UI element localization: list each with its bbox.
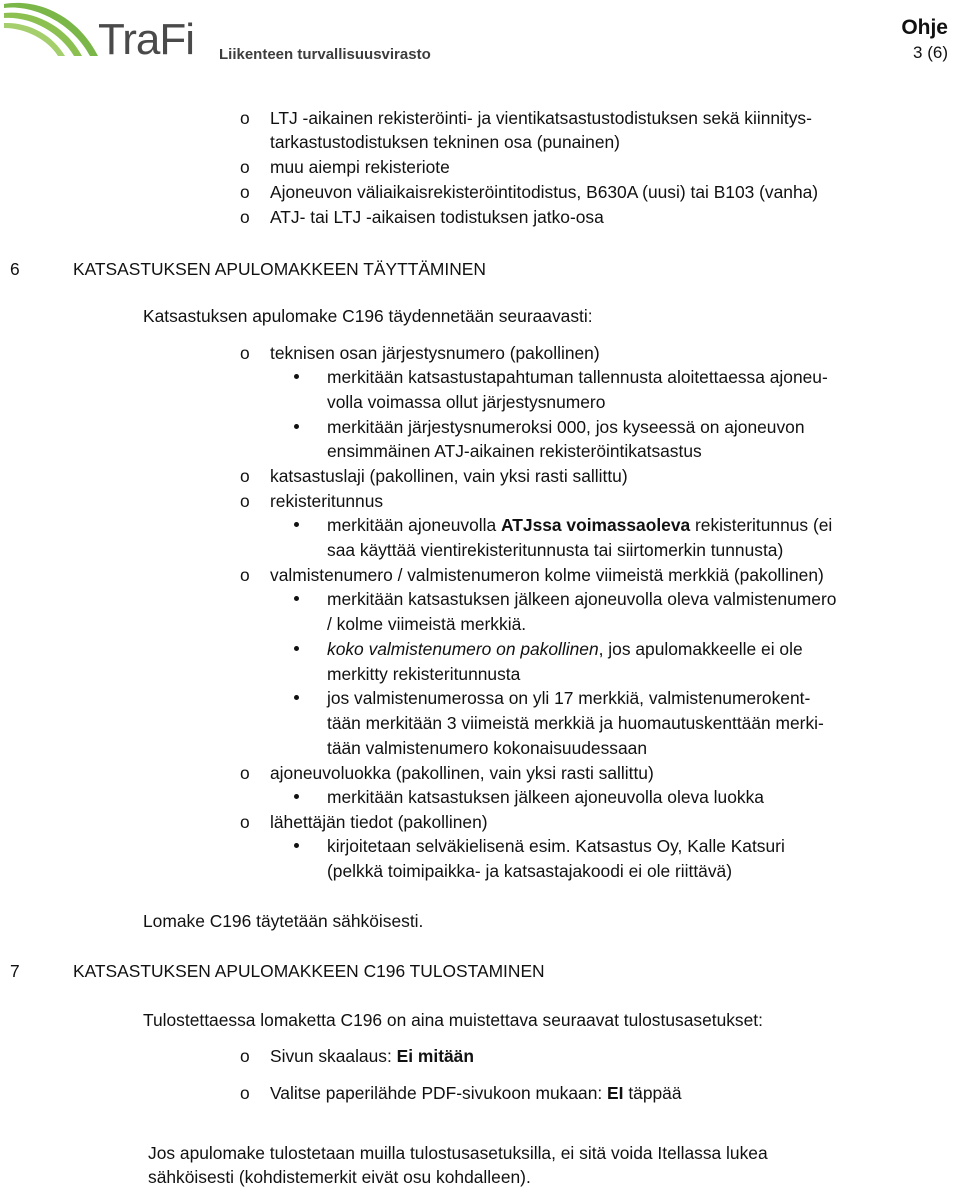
list-item: muu aiempi rekisteriote <box>270 157 450 177</box>
list-marker: o <box>240 812 250 832</box>
list-item: lähettäjän tiedot (pakollinen) <box>270 812 488 832</box>
bullet-dot <box>294 424 299 429</box>
logo-subtitle: Liikenteen turvallisuusvirasto <box>219 46 431 63</box>
sub-item-cont: (pelkkä toimipaikka- ja katsastajakoodi ei ole riittävä) <box>327 861 732 881</box>
note-text-cont: sähköisesti (kohdistemerkit eivät osu kohdalleen). <box>148 1167 531 1187</box>
logo-name: TraFi <box>98 15 195 64</box>
list-marker: o <box>240 207 250 227</box>
list-item: LTJ -aikainen rekisteröinti- ja vientikatsastustodistuksen sekä kiinnitys- <box>270 108 812 128</box>
list-marker: o <box>240 491 250 511</box>
trafi-logo-swoosh-icon <box>2 2 102 60</box>
bullet-dot <box>294 522 299 527</box>
sub-item: kirjoitetaan selväkielisenä esim. Katsastus Oy, Kalle Katsuri <box>327 836 785 856</box>
list-marker: o <box>240 182 250 202</box>
bullet-dot <box>294 843 299 848</box>
section-closing: Lomake C196 täytetään sähköisesti. <box>143 911 424 931</box>
document-type: Ohje <box>901 16 948 39</box>
sub-item-cont: ensimmäinen ATJ-aikainen rekisteröintikatsastus <box>327 441 702 461</box>
list-item: Ajoneuvon väliaikaisrekisteröintitodistus, B630A (uusi) tai B103 (vanha) <box>270 182 819 202</box>
list-item <box>270 1045 474 1067</box>
sub-item-bold: ATJssa voimassaoleva <box>501 515 691 535</box>
sub-item: merkitään katsastuksen jälkeen ajoneuvolla oleva valmistenumero <box>327 589 837 609</box>
sub-item <box>327 638 803 660</box>
section-title: KATSASTUKSEN APULOMAKKEEN C196 TULOSTAMINEN <box>73 961 545 981</box>
list-marker: o <box>240 1083 250 1103</box>
sub-item: merkitään järjestysnumeroksi 000, jos kyseessä on ajoneuvon <box>327 417 805 437</box>
sub-item-cont: volla voimassa ollut järjestysnumero <box>327 392 606 412</box>
list-item: rekisteritunnus <box>270 491 384 511</box>
sub-item-cont: / kolme viimeistä merkkiä. <box>327 614 527 634</box>
list-marker: o <box>240 763 250 783</box>
list-item-cont: tarkastustodistuksen tekninen osa (punainen) <box>270 132 620 152</box>
page-number: 3 (6) <box>913 43 948 62</box>
setting-label: Sivun skaalaus: <box>270 1046 397 1066</box>
setting-label: Valitse paperilähde PDF-sivukoon mukaan: <box>270 1083 608 1103</box>
sub-item-cont: tään merkitään 3 viimeistä merkkiä ja huomautuskenttään merki- <box>327 713 824 733</box>
section-number: 7 <box>10 961 20 981</box>
list-item <box>270 1082 682 1104</box>
list-item: katsastuslaji (pakollinen, vain yksi rasti sallittu) <box>270 466 628 486</box>
sub-item-text: merkitään ajoneuvolla <box>327 515 502 535</box>
sub-item: jos valmistenumerossa on yli 17 merkkiä, valmistenumerokent- <box>327 688 811 708</box>
sub-item: merkitään katsastuksen jälkeen ajoneuvolla oleva luokka <box>327 787 764 807</box>
sub-item-italic: koko valmistenumero on pakollinen <box>327 639 599 659</box>
sub-item: merkitään katsastustapahtuman tallennusta aloitettaessa ajoneu- <box>327 367 828 387</box>
section-intro: Tulostettaessa lomaketta C196 on aina muistettava seuraavat tulostusasetukset: <box>143 1010 763 1030</box>
list-marker: o <box>240 108 250 128</box>
list-marker: o <box>240 565 250 585</box>
list-marker: o <box>240 343 250 363</box>
setting-label: täppää <box>623 1083 682 1103</box>
list-marker: o <box>240 466 250 486</box>
list-item: ajoneuvoluokka (pakollinen, vain yksi rasti sallittu) <box>270 763 654 783</box>
list-marker: o <box>240 1046 250 1066</box>
bullet-dot <box>294 794 299 799</box>
section-intro: Katsastuksen apulomake C196 täydennetään seuraavasti: <box>143 306 593 326</box>
list-marker: o <box>240 157 250 177</box>
list-item: ATJ- tai LTJ -aikaisen todistuksen jatko-osa <box>270 207 604 227</box>
setting-value: EI <box>607 1083 624 1103</box>
bullet-dot <box>294 695 299 700</box>
setting-value: Ei mitään <box>396 1046 474 1066</box>
bullet-dot <box>294 646 299 651</box>
list-item: valmistenumero / valmistenumeron kolme viimeistä merkkiä (pakollinen) <box>270 565 824 585</box>
sub-item-cont: merkitty rekisteritunnusta <box>327 664 521 684</box>
sub-item-cont: tään valmistenumero kokonaisuudessaan <box>327 738 647 758</box>
section-title: KATSASTUKSEN APULOMAKKEEN TÄYTTÄMINEN <box>73 259 486 279</box>
sub-item-cont: saa käyttää vientirekisteritunnusta tai siirtomerkin tunnusta) <box>327 540 784 560</box>
section-number: 6 <box>10 259 20 279</box>
sub-item-text: , jos apulomakkeelle ei ole <box>598 639 803 659</box>
bullet-dot <box>294 596 299 601</box>
bullet-dot <box>294 374 299 379</box>
note-text: Jos apulomake tulostetaan muilla tulostusasetuksilla, ei sitä voida Itellassa lukea <box>148 1143 768 1163</box>
sub-item <box>327 514 832 536</box>
list-item: teknisen osan järjestysnumero (pakollinen) <box>270 343 600 363</box>
sub-item-text: rekisteritunnus (ei <box>690 515 833 535</box>
